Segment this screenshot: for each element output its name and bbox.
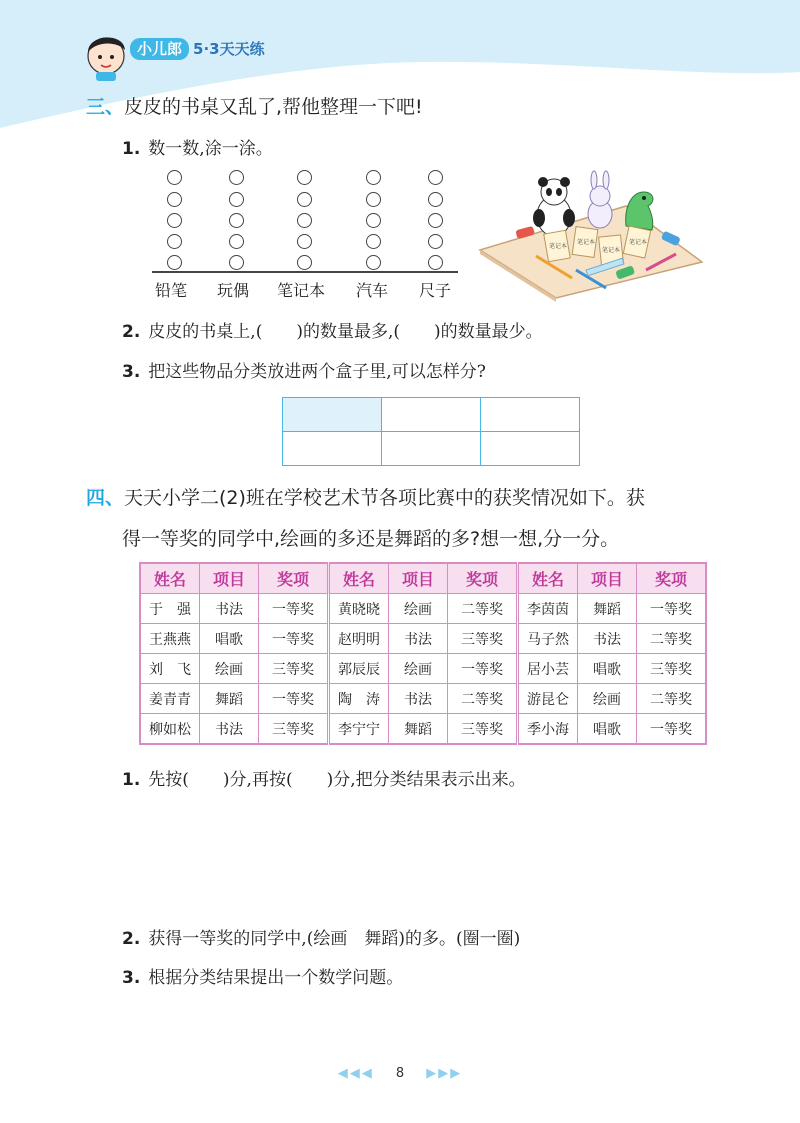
tally-circle[interactable] [366, 234, 381, 249]
sorting-answer-grid [282, 397, 580, 466]
item-label-car: 汽车 [356, 281, 389, 300]
tally-circle[interactable] [297, 170, 312, 185]
right-arrows-icon: ▶▶▶ [426, 1066, 463, 1081]
tally-circle[interactable] [366, 170, 381, 185]
table-cell: 李茵茵 [518, 594, 578, 624]
tally-circle[interactable] [428, 192, 443, 207]
table-cell: 书法 [389, 624, 448, 654]
col-header: 奖项 [637, 563, 707, 594]
section-4-title-line1: 天天小学二(2)班在学校艺术节各项比赛中的获奖情况如下。获 [124, 487, 645, 509]
table-cell: 姜青青 [140, 684, 200, 714]
table-cell: 一等奖 [637, 594, 707, 624]
tally-circle[interactable] [167, 255, 182, 270]
page-number: 8 [395, 1066, 405, 1081]
table-cell: 绘画 [389, 594, 448, 624]
table-cell: 一等奖 [259, 624, 329, 654]
table-row [140, 714, 706, 745]
table-cell: 二等奖 [448, 684, 518, 714]
table-cell: 王燕燕 [140, 624, 200, 654]
table-cell: 一等奖 [259, 684, 329, 714]
tally-circle[interactable] [229, 213, 244, 228]
answer-cell[interactable] [481, 398, 580, 432]
table-row [140, 624, 706, 654]
page-footer [0, 1066, 800, 1081]
table-cell: 三等奖 [448, 624, 518, 654]
table-cell: 马子然 [518, 624, 578, 654]
section-3-heading [86, 92, 423, 119]
table-row [140, 684, 706, 714]
table-cell: 书法 [578, 624, 637, 654]
table-cell: 绘画 [578, 684, 637, 714]
section-4-title-line2: 得一等奖的同学中,绘画的多还是舞蹈的多?想一想,分一分。 [122, 528, 620, 550]
col-header: 姓名 [518, 563, 578, 594]
tally-circle[interactable] [297, 255, 312, 270]
tally-circle[interactable] [167, 192, 182, 207]
award-table [139, 562, 707, 745]
col-header: 项目 [578, 563, 637, 594]
table-cell: 于 强 [140, 594, 200, 624]
left-arrows-icon: ◀◀◀ [337, 1066, 374, 1081]
col-header: 奖项 [448, 563, 518, 594]
table-cell: 二等奖 [637, 624, 707, 654]
mascot-boy-icon [78, 26, 134, 82]
table-cell: 赵明明 [329, 624, 389, 654]
section-4-label: 四、 [86, 487, 125, 509]
section-4-question-3: 3. 根据分类结果提出一个数学问题。 [122, 968, 404, 988]
item-label-pencil: 铅笔 [155, 281, 188, 300]
table-cell: 一等奖 [448, 654, 518, 684]
table-cell: 郭辰辰 [329, 654, 389, 684]
tally-circle[interactable] [428, 170, 443, 185]
table-cell: 绘画 [200, 654, 259, 684]
table-cell: 唱歌 [200, 624, 259, 654]
table-cell: 二等奖 [448, 594, 518, 624]
table-cell: 李宁宁 [329, 714, 389, 745]
table-cell: 陶 涛 [329, 684, 389, 714]
answer-area[interactable] [122, 800, 682, 910]
table-cell: 三等奖 [448, 714, 518, 745]
section-4-question-1: 1. 先按( )分,再按( )分,把分类结果表示出来。 [122, 770, 526, 790]
answer-cell[interactable] [382, 432, 481, 466]
table-cell: 游昆仑 [518, 684, 578, 714]
answer-cell[interactable] [283, 432, 382, 466]
tally-circle[interactable] [366, 255, 381, 270]
brand-title [130, 38, 265, 59]
tally-circle[interactable] [167, 170, 182, 185]
tally-circle[interactable] [229, 255, 244, 270]
table-cell: 一等奖 [259, 594, 329, 624]
table-cell: 舞蹈 [389, 714, 448, 745]
tally-circle[interactable] [297, 192, 312, 207]
item-label-notebook: 笔记本 [277, 281, 326, 300]
col-header: 姓名 [329, 563, 389, 594]
award-table-header [140, 563, 706, 594]
section-3-title: 皮皮的书桌又乱了,帮他整理一下吧! [124, 96, 423, 118]
svg-text:笔记本: 笔记本 [602, 247, 621, 254]
answer-cell[interactable] [481, 432, 580, 466]
table-cell: 书法 [200, 714, 259, 745]
tally-circle[interactable] [428, 255, 443, 270]
col-header: 项目 [389, 563, 448, 594]
tally-circle[interactable] [229, 192, 244, 207]
section-3-question-1: 1. 数一数,涂一涂。 [122, 139, 273, 159]
table-cell: 舞蹈 [200, 684, 259, 714]
table-cell: 舞蹈 [578, 594, 637, 624]
table-cell: 三等奖 [637, 654, 707, 684]
tally-circle[interactable] [297, 213, 312, 228]
section-4-question-2: 2. 获得一等奖的同学中,(绘画 舞蹈)的多。(圈一圈) [122, 929, 521, 949]
col-header: 奖项 [259, 563, 329, 594]
table-cell: 唱歌 [578, 654, 637, 684]
tally-circle[interactable] [167, 234, 182, 249]
section-3-question-2: 2. 皮皮的书桌上,( )的数量最多,( )的数量最少。 [122, 322, 543, 342]
svg-text:笔记本: 笔记本 [549, 243, 568, 250]
table-cell: 唱歌 [578, 714, 637, 745]
answer-cell[interactable] [382, 398, 481, 432]
tally-circle[interactable] [167, 213, 182, 228]
table-cell: 绘画 [389, 654, 448, 684]
table-cell: 季小海 [518, 714, 578, 745]
table-cell: 书法 [389, 684, 448, 714]
tally-baseline [152, 271, 458, 273]
tally-circle[interactable] [297, 234, 312, 249]
tally-circle[interactable] [366, 213, 381, 228]
brand-name: 小儿郎 [130, 38, 189, 60]
svg-text:笔记本: 笔记本 [629, 239, 648, 246]
table-cell: 三等奖 [259, 714, 329, 745]
table-cell: 居小芸 [518, 654, 578, 684]
table-cell: 黄晓晓 [329, 594, 389, 624]
item-label-ruler: 尺子 [419, 281, 452, 300]
section-3-label: 三、 [86, 96, 125, 118]
col-header: 项目 [200, 563, 259, 594]
table-cell: 二等奖 [637, 684, 707, 714]
tally-circle[interactable] [428, 234, 443, 249]
tally-circle[interactable] [229, 234, 244, 249]
tally-circle[interactable] [366, 192, 381, 207]
table-cell: 三等奖 [259, 654, 329, 684]
messy-desk-illustration [476, 170, 704, 302]
table-cell: 一等奖 [637, 714, 707, 745]
answer-cell[interactable] [283, 398, 382, 432]
table-cell: 书法 [200, 594, 259, 624]
section-3-question-3: 3. 把这些物品分类放进两个盒子里,可以怎样分? [122, 362, 486, 382]
tally-circle[interactable] [428, 213, 443, 228]
item-label-doll: 玩偶 [217, 281, 250, 300]
table-cell: 柳如松 [140, 714, 200, 745]
tally-circle[interactable] [229, 170, 244, 185]
section-4-heading [86, 483, 645, 510]
table-row [140, 594, 706, 624]
table-row [140, 654, 706, 684]
table-cell: 刘 飞 [140, 654, 200, 684]
col-header: 姓名 [140, 563, 200, 594]
svg-text:笔记本: 笔记本 [577, 239, 596, 246]
series-name: 5·3天天练 [193, 40, 265, 58]
